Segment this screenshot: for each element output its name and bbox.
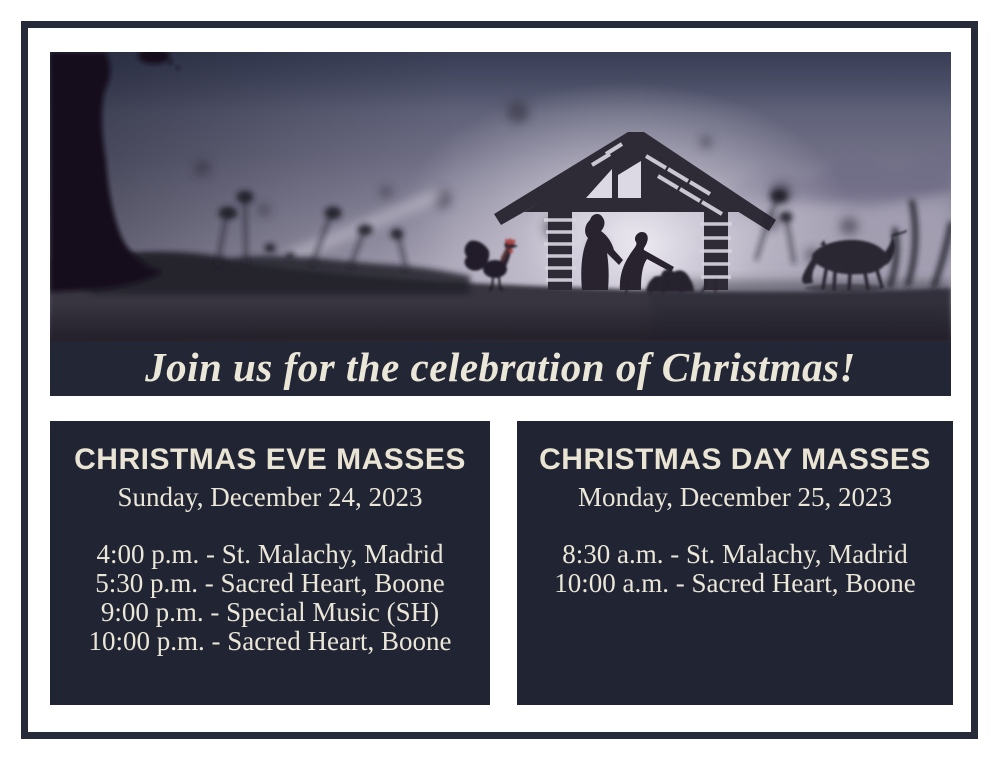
panel-date: Sunday, December 24, 2023	[117, 482, 423, 512]
bottom-vignette	[50, 302, 951, 342]
christmas-day-panel	[517, 421, 953, 705]
headline-text: Join us for the celebration of Christmas!	[145, 344, 856, 390]
nativity-hero-image	[50, 52, 951, 342]
mass-times-list	[50, 540, 490, 656]
panel-title: CHRISTMAS EVE MASSES	[74, 443, 466, 476]
mass-time-item: 9:00 p.m. - Special Music (SH)	[100, 597, 440, 627]
nativity-scene	[50, 52, 951, 342]
mass-time-item: 10:00 a.m. - Sacred Heart, Boone	[554, 568, 916, 598]
mass-time-item: 10:00 p.m. - Sacred Heart, Boone	[88, 626, 452, 656]
panel-date: Monday, December 25, 2023	[578, 482, 892, 512]
mass-times-list	[517, 540, 953, 598]
mass-time-item: 8:30 a.m. - St. Malachy, Madrid	[562, 539, 908, 569]
christmas-eve-panel	[50, 421, 490, 705]
headline-banner	[50, 342, 951, 396]
mass-time-item: 5:30 p.m. - Sacred Heart, Boone	[95, 568, 445, 598]
panel-title: CHRISTMAS DAY MASSES	[539, 443, 931, 476]
mass-time-item: 4:00 p.m. - St. Malachy, Madrid	[96, 539, 444, 569]
